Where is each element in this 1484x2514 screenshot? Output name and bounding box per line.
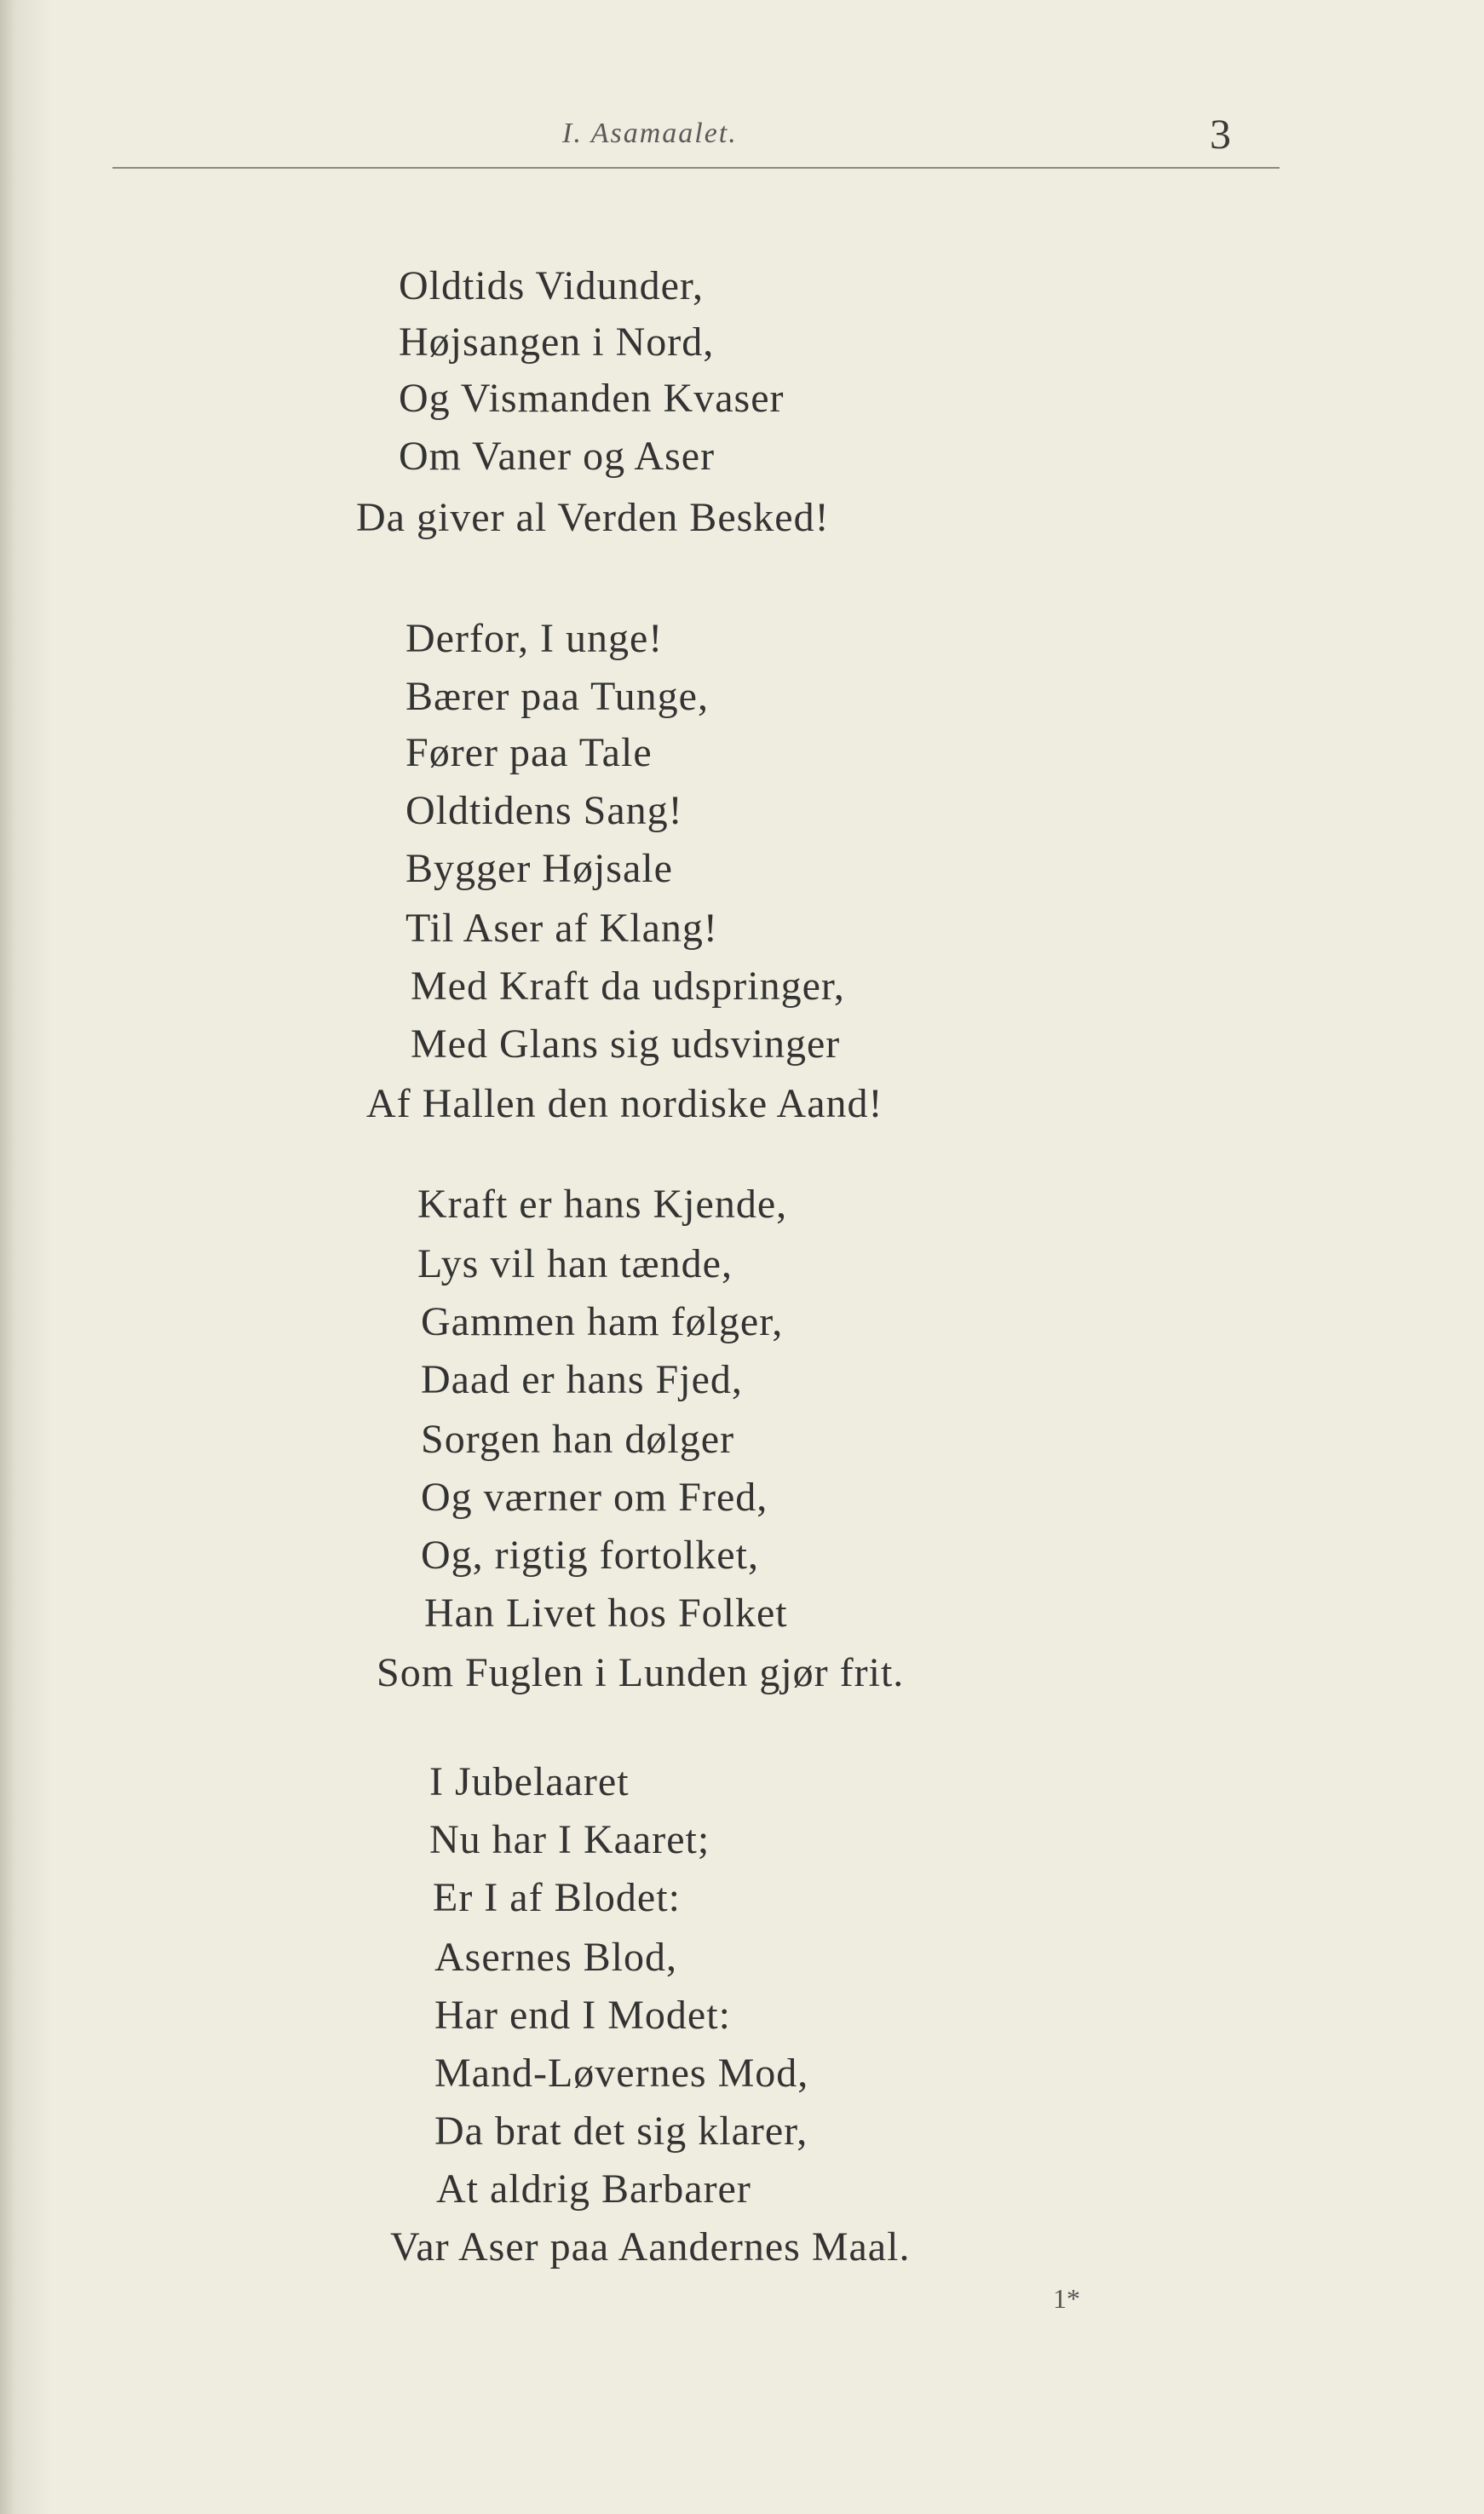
verse-line: Om Vaner og Aser bbox=[399, 434, 716, 479]
verse-line: Med Glans sig udsvinger bbox=[411, 1021, 841, 1067]
verse-line: Og, rigtig fortolket, bbox=[421, 1533, 759, 1578]
verse-line: Oldtids Vidunder, bbox=[399, 263, 704, 308]
verse-line: Da giver al Verden Besked! bbox=[356, 495, 830, 540]
verse-line: Mand-Løvernes Mod, bbox=[434, 2051, 809, 2096]
verse-line: Sorgen han dølger bbox=[421, 1417, 735, 1462]
verse-line: Daad er hans Fjed, bbox=[421, 1357, 743, 1402]
verse-line: Af Hallen den nordiske Aand! bbox=[366, 1081, 883, 1126]
verse-line: Lys vil han tænde, bbox=[417, 1241, 733, 1286]
verse-line: Oldtidens Sang! bbox=[406, 788, 683, 833]
verse-line: At aldrig Barbarer bbox=[436, 2166, 751, 2212]
verse-line: Med Kraft da udspringer, bbox=[411, 964, 845, 1009]
verse-line: Har end I Modet: bbox=[434, 1993, 731, 2038]
verse-line: Bærer paa Tunge, bbox=[406, 674, 709, 719]
verse-line: Til Aser af Klang! bbox=[406, 906, 718, 951]
verse-line: Derfor, I unge! bbox=[406, 616, 664, 661]
signature-mark: 1* bbox=[1053, 2283, 1080, 2314]
verse-line: Kraft er hans Kjende, bbox=[417, 1182, 788, 1227]
verse-line: Bygger Højsale bbox=[406, 846, 673, 891]
verse-line: Højsangen i Nord, bbox=[399, 319, 715, 365]
verse-line: Nu har I Kaaret; bbox=[429, 1817, 710, 1862]
verse-line: Som Fuglen i Lunden gjør frit. bbox=[377, 1650, 905, 1695]
verse-line: Fører paa Tale bbox=[406, 730, 653, 775]
verse-line: Gammen ham følger, bbox=[421, 1299, 784, 1344]
verse-line: Var Aser paa Aandernes Maal. bbox=[390, 2224, 911, 2270]
header-rule bbox=[112, 167, 1280, 169]
verse-line: Da brat det sig klarer, bbox=[434, 2108, 808, 2154]
verse-line: Og Vismanden Kvaser bbox=[399, 376, 785, 421]
running-head-title: I. Asamaalet. bbox=[562, 118, 738, 149]
verse-line: I Jubelaaret bbox=[429, 1759, 630, 1804]
verse-line: Asernes Blod, bbox=[434, 1935, 677, 1980]
page-number: 3 bbox=[1210, 110, 1231, 158]
verse-line: Og værner om Fred, bbox=[421, 1475, 768, 1520]
verse-line: Han Livet hos Folket bbox=[424, 1591, 788, 1636]
verse-line: Er I af Blodet: bbox=[433, 1875, 681, 1920]
